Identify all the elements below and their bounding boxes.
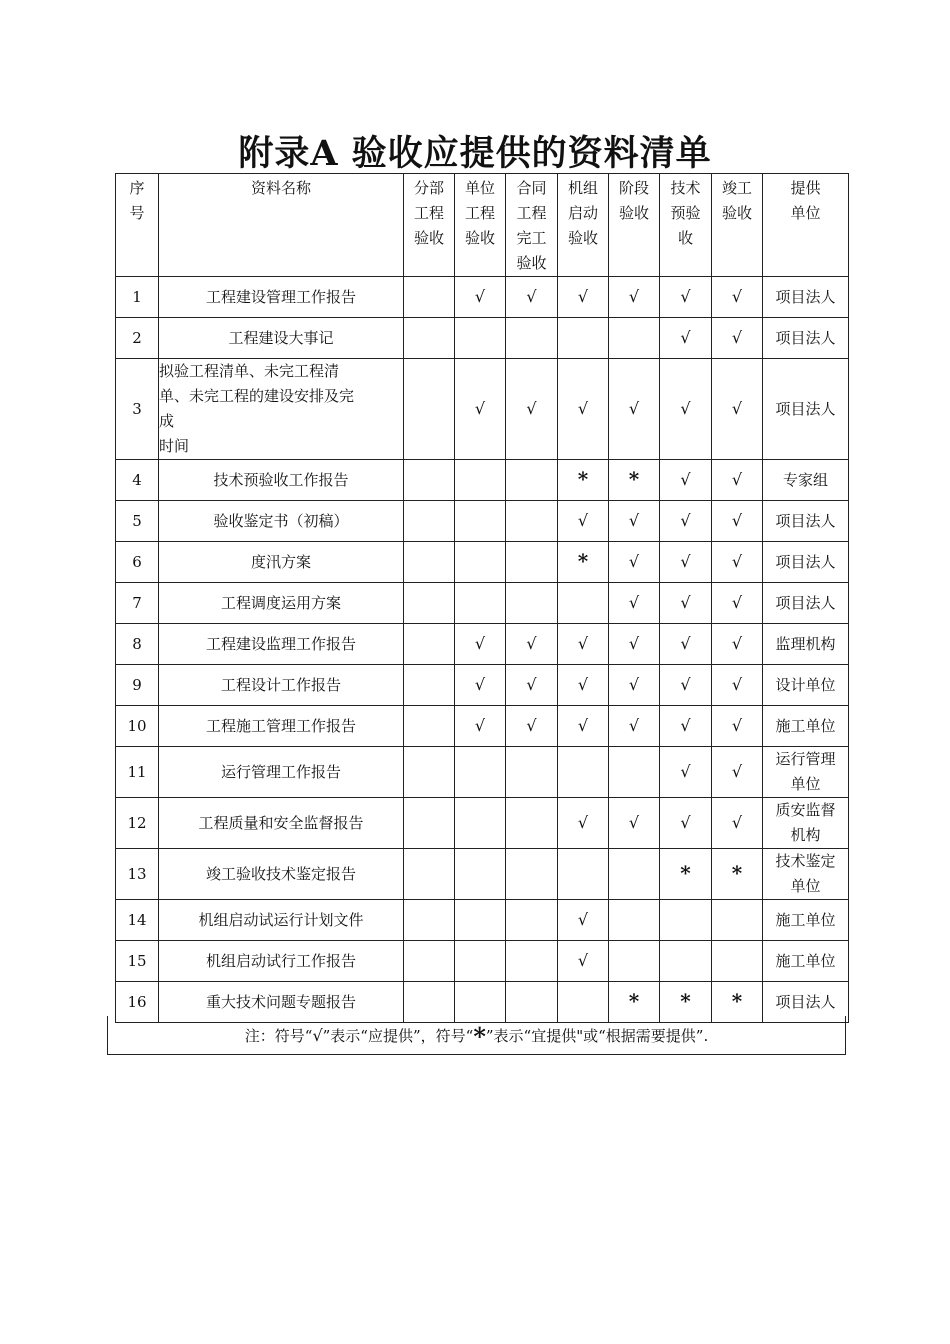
check-mark-icon: √: [474, 634, 486, 653]
stage-cell: [506, 501, 558, 542]
stage-cell: [712, 706, 763, 747]
row-number: 2: [116, 318, 159, 359]
stage-cell: [455, 624, 506, 665]
stage-cell: [404, 460, 455, 501]
document-name: 度汛方案: [159, 542, 404, 583]
stage-cell: [609, 359, 660, 460]
stage-cell: [506, 359, 558, 460]
stage-cell: [404, 277, 455, 318]
check-mark-icon: √: [526, 399, 537, 418]
check-mark-icon: √: [680, 634, 691, 653]
table-row: [116, 460, 849, 501]
stage-cell: [660, 849, 712, 900]
check-mark-icon: √: [680, 716, 691, 735]
stage-cell: [609, 900, 660, 941]
stage-cell: [558, 318, 609, 359]
asterisk-icon: *: [577, 466, 589, 491]
check-mark-icon: √: [474, 287, 486, 306]
check-mark-icon: √: [526, 675, 537, 694]
asterisk-icon: *: [731, 988, 743, 1013]
document-name: 拟验工程清单、未完工程清 单、未完工程的建设安排及完 成 时间: [159, 359, 404, 460]
check-mark-icon: √: [474, 399, 486, 418]
stage-cell: [455, 359, 506, 460]
table-row: [116, 359, 849, 460]
stage-cell: [712, 798, 763, 849]
row-number: 3: [116, 359, 159, 460]
table-row: [116, 318, 849, 359]
stage-cell: [609, 460, 660, 501]
stage-cell: [712, 747, 763, 798]
check-mark-icon: √: [731, 287, 743, 306]
header-row: [116, 174, 849, 277]
provider-cell: 设计单位: [763, 665, 849, 706]
row-number: 11: [116, 747, 159, 798]
check-mark-icon: √: [680, 511, 691, 530]
stage-cell: [455, 900, 506, 941]
stage-cell: [660, 798, 712, 849]
table-row: [116, 941, 849, 982]
check-mark-icon: √: [731, 552, 743, 571]
stage-cell: [455, 706, 506, 747]
stage-cell: [609, 624, 660, 665]
row-number: 5: [116, 501, 159, 542]
stage-cell: [712, 318, 763, 359]
stage-cell: [609, 849, 660, 900]
document-name: 工程建设管理工作报告: [159, 277, 404, 318]
document-name: 工程施工管理工作报告: [159, 706, 404, 747]
table-row: [116, 583, 849, 624]
header-stage: 机组 启动 验收: [558, 174, 609, 277]
provider-cell: 项目法人: [763, 501, 849, 542]
stage-cell: [558, 542, 609, 583]
row-number: 14: [116, 900, 159, 941]
stage-cell: [506, 706, 558, 747]
provider-cell: 项目法人: [763, 359, 849, 460]
asterisk-icon: *: [680, 988, 691, 1013]
check-mark-icon: √: [628, 716, 640, 735]
stage-cell: [609, 747, 660, 798]
stage-cell: [455, 277, 506, 318]
provider-cell: 项目法人: [763, 982, 849, 1023]
stage-cell: [558, 900, 609, 941]
stage-cell: [506, 798, 558, 849]
stage-cell: [660, 624, 712, 665]
check-mark-icon: √: [731, 716, 743, 735]
stage-cell: [660, 665, 712, 706]
stage-cell: [609, 665, 660, 706]
check-mark-icon: √: [680, 762, 691, 781]
legend-note: 注：符号“√”表示“应提供”，符号“*”表示“宜提供"或“根据需要提供”.: [107, 1016, 846, 1055]
provider-cell: 施工单位: [763, 706, 849, 747]
stage-cell: [712, 849, 763, 900]
check-mark-icon: √: [526, 634, 537, 653]
check-mark-icon: √: [731, 813, 743, 832]
stage-cell: [712, 542, 763, 583]
check-mark-icon: √: [526, 716, 537, 735]
stage-cell: [558, 849, 609, 900]
header-seq: 序 号: [116, 174, 159, 277]
check-mark-icon: √: [731, 675, 743, 694]
stage-cell: [404, 542, 455, 583]
check-mark-icon: √: [474, 716, 486, 735]
header-stage: 单位 工程 验收: [455, 174, 506, 277]
stage-cell: [660, 941, 712, 982]
provider-cell: 施工单位: [763, 900, 849, 941]
check-mark-icon: √: [680, 813, 691, 832]
table-row: [116, 900, 849, 941]
stage-cell: [609, 798, 660, 849]
row-number: 12: [116, 798, 159, 849]
stage-cell: [558, 941, 609, 982]
stage-cell: [455, 849, 506, 900]
stage-cell: [712, 583, 763, 624]
asterisk-icon: *: [731, 860, 743, 885]
stage-cell: [404, 624, 455, 665]
check-mark-icon: √: [577, 287, 589, 306]
check-mark-icon: √: [628, 634, 640, 653]
stage-cell: [558, 624, 609, 665]
asterisk-icon: *: [628, 466, 640, 491]
check-mark-icon: √: [628, 675, 640, 694]
stage-cell: [558, 747, 609, 798]
check-mark-icon: √: [577, 910, 589, 929]
provider-cell: 技术鉴定 单位: [763, 849, 849, 900]
stage-cell: [609, 277, 660, 318]
check-mark-icon: √: [680, 399, 691, 418]
check-mark-icon: √: [731, 593, 743, 612]
check-mark-icon: √: [577, 951, 589, 970]
stage-cell: [404, 941, 455, 982]
stage-cell: [712, 665, 763, 706]
check-mark-icon: √: [731, 470, 743, 489]
check-mark-icon: √: [628, 511, 640, 530]
header-stage: 竣工 验收: [712, 174, 763, 277]
provider-cell: 专家组: [763, 460, 849, 501]
row-number: 4: [116, 460, 159, 501]
check-mark-icon: √: [577, 716, 589, 735]
document-name: 技术预验收工作报告: [159, 460, 404, 501]
table-row: [116, 798, 849, 849]
document-name: 工程调度运用方案: [159, 583, 404, 624]
stage-cell: [660, 501, 712, 542]
stage-cell: [404, 900, 455, 941]
stage-cell: [712, 900, 763, 941]
check-mark-icon: √: [680, 328, 691, 347]
table-row: [116, 501, 849, 542]
document-name: 工程建设监理工作报告: [159, 624, 404, 665]
check-mark-icon: √: [628, 593, 640, 612]
stage-cell: [660, 747, 712, 798]
stage-cell: [660, 359, 712, 460]
stage-cell: [404, 318, 455, 359]
document-name: 验收鉴定书（初稿）: [159, 501, 404, 542]
document-list-table: [115, 173, 849, 1023]
stage-cell: [404, 706, 455, 747]
stage-cell: [660, 277, 712, 318]
stage-cell: [558, 798, 609, 849]
stage-cell: [455, 665, 506, 706]
check-mark-icon: √: [628, 552, 640, 571]
check-mark-icon: √: [731, 762, 743, 781]
table-row: [116, 849, 849, 900]
stage-cell: [506, 277, 558, 318]
document-name: 工程设计工作报告: [159, 665, 404, 706]
table-row: [116, 747, 849, 798]
row-number: 6: [116, 542, 159, 583]
stage-cell: [609, 542, 660, 583]
document-name: 竣工验收技术鉴定报告: [159, 849, 404, 900]
stage-cell: [455, 798, 506, 849]
stage-cell: [609, 501, 660, 542]
asterisk-icon: *: [680, 860, 691, 885]
stage-cell: [506, 542, 558, 583]
stage-cell: [404, 359, 455, 460]
check-mark-icon: √: [731, 328, 743, 347]
stage-cell: [712, 624, 763, 665]
check-mark-icon: √: [680, 287, 691, 306]
check-mark-icon: √: [628, 287, 640, 306]
stage-cell: [506, 747, 558, 798]
stage-cell: [404, 665, 455, 706]
stage-cell: [712, 460, 763, 501]
stage-cell: [404, 798, 455, 849]
row-number: 15: [116, 941, 159, 982]
row-number: 1: [116, 277, 159, 318]
check-mark-icon: √: [680, 675, 691, 694]
check-mark-icon: √: [577, 813, 589, 832]
check-mark-icon: √: [680, 470, 691, 489]
stage-cell: [660, 583, 712, 624]
check-mark-icon: √: [577, 675, 589, 694]
stage-cell: [609, 318, 660, 359]
stage-cell: [660, 706, 712, 747]
stage-cell: [506, 665, 558, 706]
stage-cell: [404, 747, 455, 798]
stage-cell: [609, 706, 660, 747]
stage-cell: [660, 460, 712, 501]
provider-cell: 施工单位: [763, 941, 849, 982]
row-number: 8: [116, 624, 159, 665]
stage-cell: [712, 501, 763, 542]
table-row: [116, 624, 849, 665]
stage-cell: [455, 747, 506, 798]
stage-cell: [609, 941, 660, 982]
stage-cell: [455, 941, 506, 982]
stage-cell: [455, 460, 506, 501]
stage-cell: [558, 277, 609, 318]
check-mark-icon: √: [628, 813, 640, 832]
table-row: [116, 542, 849, 583]
document-name: 重大技术问题专题报告: [159, 982, 404, 1023]
header-stage: 技术 预验 收: [660, 174, 712, 277]
stage-cell: [506, 849, 558, 900]
row-number: 13: [116, 849, 159, 900]
asterisk-icon: *: [577, 548, 589, 573]
provider-cell: 运行管理 单位: [763, 747, 849, 798]
stage-cell: [506, 900, 558, 941]
row-number: 10: [116, 706, 159, 747]
row-number: 9: [116, 665, 159, 706]
stage-cell: [558, 501, 609, 542]
provider-cell: 项目法人: [763, 318, 849, 359]
check-mark-icon: √: [577, 511, 589, 530]
asterisk-icon: *: [473, 1022, 486, 1051]
header-stage: 阶段 验收: [609, 174, 660, 277]
check-mark-icon: √: [312, 1026, 323, 1045]
stage-cell: [660, 542, 712, 583]
document-name: 工程质量和安全监督报告: [159, 798, 404, 849]
document-name: 机组启动试行工作报告: [159, 941, 404, 982]
stage-cell: [609, 583, 660, 624]
stage-cell: [455, 542, 506, 583]
stage-cell: [712, 359, 763, 460]
table-row: [116, 277, 849, 318]
stage-cell: [712, 277, 763, 318]
header-provider: 提供 单位: [763, 174, 849, 277]
stage-cell: [558, 665, 609, 706]
provider-cell: 项目法人: [763, 277, 849, 318]
stage-cell: [404, 583, 455, 624]
stage-cell: [404, 849, 455, 900]
document-name: 工程建设大事记: [159, 318, 404, 359]
stage-cell: [506, 583, 558, 624]
document-name: 运行管理工作报告: [159, 747, 404, 798]
stage-cell: [660, 900, 712, 941]
check-mark-icon: √: [680, 593, 691, 612]
stage-cell: [506, 624, 558, 665]
check-mark-icon: √: [628, 399, 640, 418]
stage-cell: [660, 318, 712, 359]
check-mark-icon: √: [731, 399, 743, 418]
stage-cell: [506, 460, 558, 501]
check-mark-icon: √: [731, 634, 743, 653]
stage-cell: [558, 706, 609, 747]
row-number: 16: [116, 982, 159, 1023]
header-stage: 分部 工程 验收: [404, 174, 455, 277]
check-mark-icon: √: [680, 552, 691, 571]
stage-cell: [506, 318, 558, 359]
row-number: 7: [116, 583, 159, 624]
check-mark-icon: √: [731, 511, 743, 530]
check-mark-icon: √: [474, 675, 486, 694]
stage-cell: [558, 460, 609, 501]
provider-cell: 项目法人: [763, 542, 849, 583]
header-name: 资料名称: [159, 174, 404, 277]
stage-cell: [455, 583, 506, 624]
table-row: [116, 706, 849, 747]
asterisk-icon: *: [628, 988, 640, 1013]
document-name: 机组启动试运行计划文件: [159, 900, 404, 941]
stage-cell: [712, 941, 763, 982]
stage-cell: [558, 583, 609, 624]
check-mark-icon: √: [577, 399, 589, 418]
table-row: [116, 665, 849, 706]
header-stage: 合同 工程 完工 验收: [506, 174, 558, 277]
provider-cell: 项目法人: [763, 583, 849, 624]
check-mark-icon: √: [526, 287, 537, 306]
stage-cell: [455, 501, 506, 542]
stage-cell: [455, 318, 506, 359]
provider-cell: 监理机构: [763, 624, 849, 665]
provider-cell: 质安监督 机构: [763, 798, 849, 849]
check-mark-icon: √: [577, 634, 589, 653]
page-title: 附录A 验收应提供的资料清单: [238, 133, 712, 174]
stage-cell: [506, 941, 558, 982]
stage-cell: [404, 501, 455, 542]
stage-cell: [558, 359, 609, 460]
